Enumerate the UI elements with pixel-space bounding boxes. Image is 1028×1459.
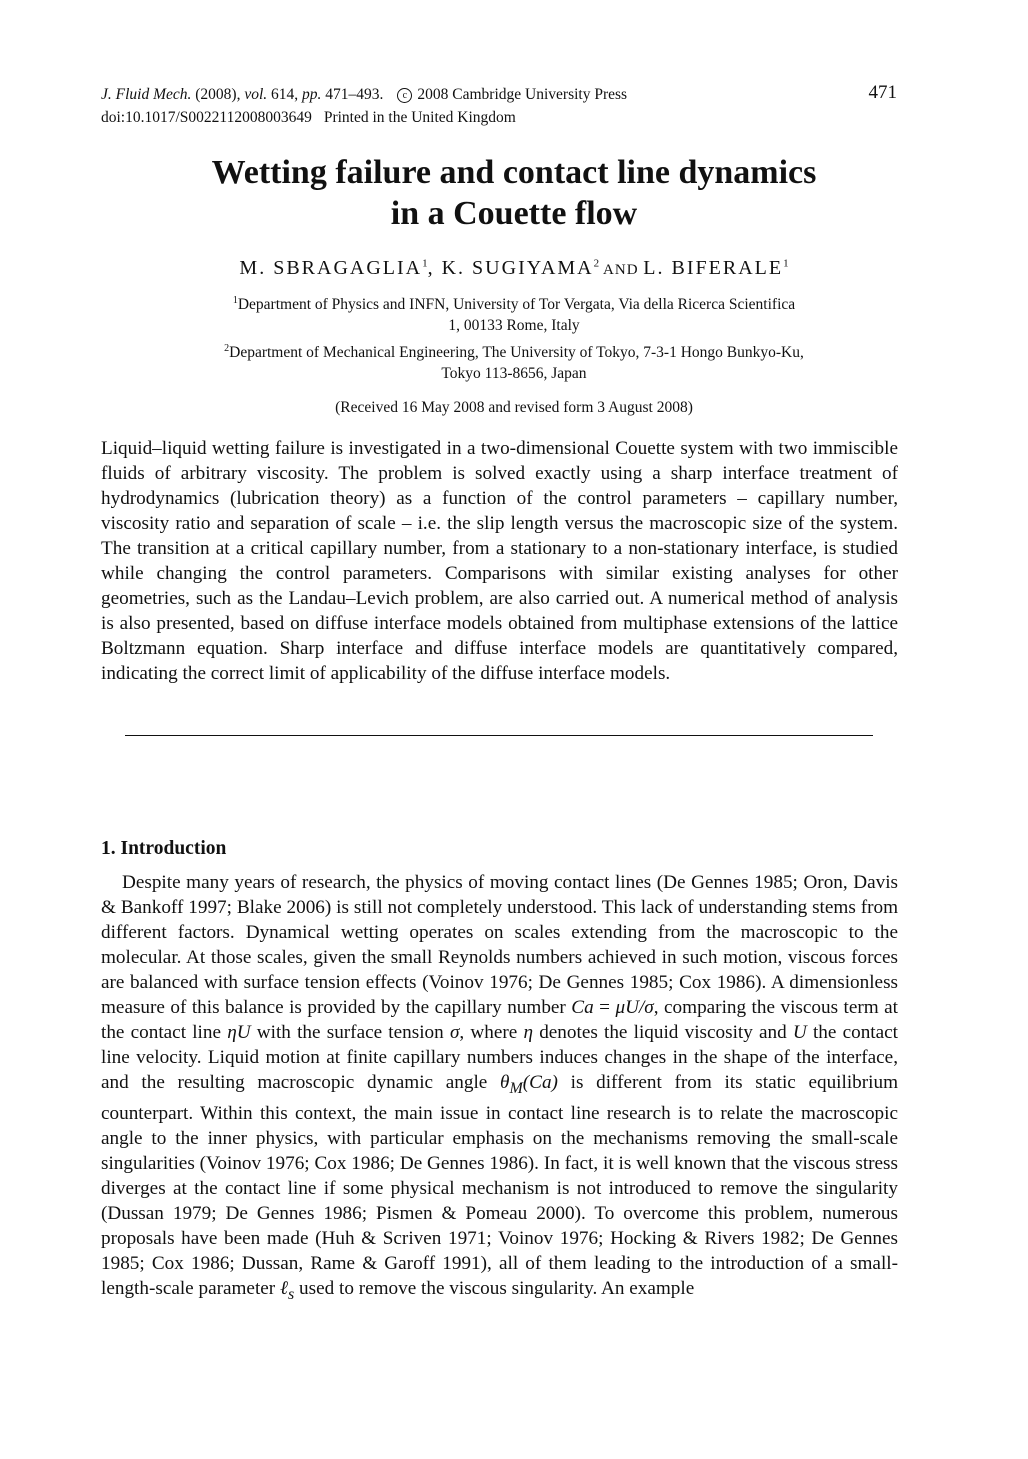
- math-u: U: [792, 1022, 807, 1043]
- intro-text-5: denotes the liquid viscosity and: [533, 1022, 793, 1043]
- abstract: Liquid–liquid wetting failure is investigated in a two-dimensional Couette system with two immiscible fluids of arbitrary viscosity. The problem is solved exactly using a sharp interface treatment of hydrodynamics (lubrication theory) as a function of the control parameters – capillary number, viscosity ratio and separation of scale – i.e. the slip length versus the macroscopic size of the system. The transition at a critical capillary number, from a stationary to a non-stationary interface, is studied while changing the control parameters. Comparisons with similar existing analyses for other geometries, such as the Landau–Levich problem, are also carried out. A numerical method of analysis is also presented, based on diffuse interface models obtained from multiphase extensions of the lattice Boltzmann equation. Sharp interface and diffuse interface models are quantitatively compared, indicating the correct limit of applicability of the diffuse interface models.: [101, 438, 898, 684]
- received-date: (Received 16 May 2008 and revised form 3 August 2008): [335, 399, 693, 416]
- math-eta: η: [523, 1022, 533, 1043]
- author-2: K. SUGIYAMA: [441, 257, 594, 279]
- journal-header: [101, 85, 627, 105]
- affiliation-1: [0, 290, 1028, 336]
- author-2-affil: 2: [593, 257, 600, 270]
- intro-text-4: , where: [459, 1022, 524, 1043]
- affiliation-1-marker: 1: [232, 295, 238, 306]
- author-list: [0, 257, 1028, 280]
- page-number: 471: [868, 82, 897, 103]
- doi-line: [101, 108, 516, 128]
- author-1-affil: 1: [422, 257, 428, 270]
- affiliation-2: [0, 338, 1028, 384]
- title-line-1: Wetting failure and contact line dynamics: [211, 154, 817, 191]
- paper-title: [0, 152, 1028, 234]
- author-and: AND: [599, 262, 644, 278]
- intro-text-3: with the surface tension: [250, 1022, 450, 1043]
- math-ell: ℓ: [279, 1277, 288, 1299]
- intro-text-2: , comparing the viscous term at the contact line: [101, 997, 898, 1043]
- volume-label: vol.: [244, 86, 268, 103]
- author-3-affil: 1: [783, 257, 789, 270]
- journal-name: J. Fluid Mech.: [101, 86, 192, 103]
- journal-year: (2008),: [191, 86, 245, 103]
- math-theta-subscript: M: [509, 1079, 523, 1097]
- introduction-paragraph: [101, 870, 898, 1307]
- intro-text-1: Despite many years of research, the physics of moving contact lines (De Gennes 1985; Oron, Davis & Bankoff 1997; Blake 2006) is still not completely understood. This lack of understanding stems from different factors. Dynamical wetting operates on scales extending from the macroscopic to the molecular. At those scales, given the small Reynolds numbers achieved in such motion, viscous forces are balanced with surface tension effects (Voinov 1976; De Gennes 1985; Cox 1986). A dimensionless measure of this balance is provided by the capillary number: [101, 872, 898, 1018]
- section-heading: 1. Introduction: [101, 838, 227, 859]
- math-ca: Ca: [571, 997, 594, 1018]
- math-theta: θ: [500, 1072, 510, 1093]
- author-separator: ,: [427, 257, 442, 279]
- title-line-2: in a Couette flow: [390, 195, 638, 232]
- math-ell-subscript: s: [287, 1285, 295, 1303]
- author-1: M. SBRAGAGLIA: [239, 257, 423, 279]
- copyright-text: 2008 Cambridge University Press: [417, 86, 628, 103]
- copyright-icon: c: [397, 88, 412, 103]
- printed-in: Printed in the United Kingdom: [323, 109, 516, 126]
- affiliation-1-line-2: 1, 00133 Rome, Italy: [448, 317, 580, 335]
- intro-text-8: used to remove the viscous singularity. An example: [294, 1277, 695, 1299]
- math-mu-u-sigma: μU/σ: [615, 997, 654, 1018]
- volume-value: 614,: [267, 86, 303, 103]
- pages-value: 471–493.: [321, 86, 384, 103]
- math-theta-argument: (Ca): [522, 1072, 558, 1093]
- author-3: L. BIFERALE: [643, 257, 784, 279]
- pages-label: pp.: [302, 86, 322, 103]
- affiliation-2-line-1: Department of Mechanical Engineering, The University of Tokyo, 7-3-1 Hongo Bunkyo-Ku,: [229, 344, 804, 362]
- intro-text-6: the contact line velocity. Liquid motion at finite capillary numbers induces changes in the shape of the interface, and the resulting macroscopic dynamic angle: [101, 1022, 899, 1093]
- affiliation-1-line-1: Department of Physics and INFN, University of Tor Vergata, Via della Ricerca Scientifica: [237, 296, 796, 314]
- intro-text-7: is different from its static equilibrium counterpart. Within this context, the main issue in contact line research is to relate the macroscopic angle to the inner physics, with particular emphasis on the mechanisms removing the small-scale singularities (Voinov 1976; Cox 1986; De Gennes 1986). In fact, it is well known that the viscous stress diverges at the contact line if some physical mechanism is not introduced to remove the singularity (Dussan 1979; De Gennes 1986; Pismen & Pomeau 2000). To overcome this problem, numerous proposals have been made (Huh & Scriven 1971; Voinov 1976; Hocking & Rivers 1982; De Gennes 1985; Cox 1986; Dussan, Rame & Garoff 1991), all of them leading to the introduction of a small-length-scale parameter: [101, 1072, 899, 1299]
- math-sigma: σ: [449, 1022, 460, 1043]
- math-equals: =: [593, 997, 616, 1018]
- math-eta-u: ηU: [227, 1022, 251, 1043]
- affiliation-2-marker: 2: [224, 343, 230, 354]
- doi: doi:10.1017/S0022112008003649: [101, 109, 312, 126]
- abstract-divider: [125, 735, 873, 736]
- affiliation-2-line-2: Tokyo 113-8656, Japan: [441, 365, 587, 383]
